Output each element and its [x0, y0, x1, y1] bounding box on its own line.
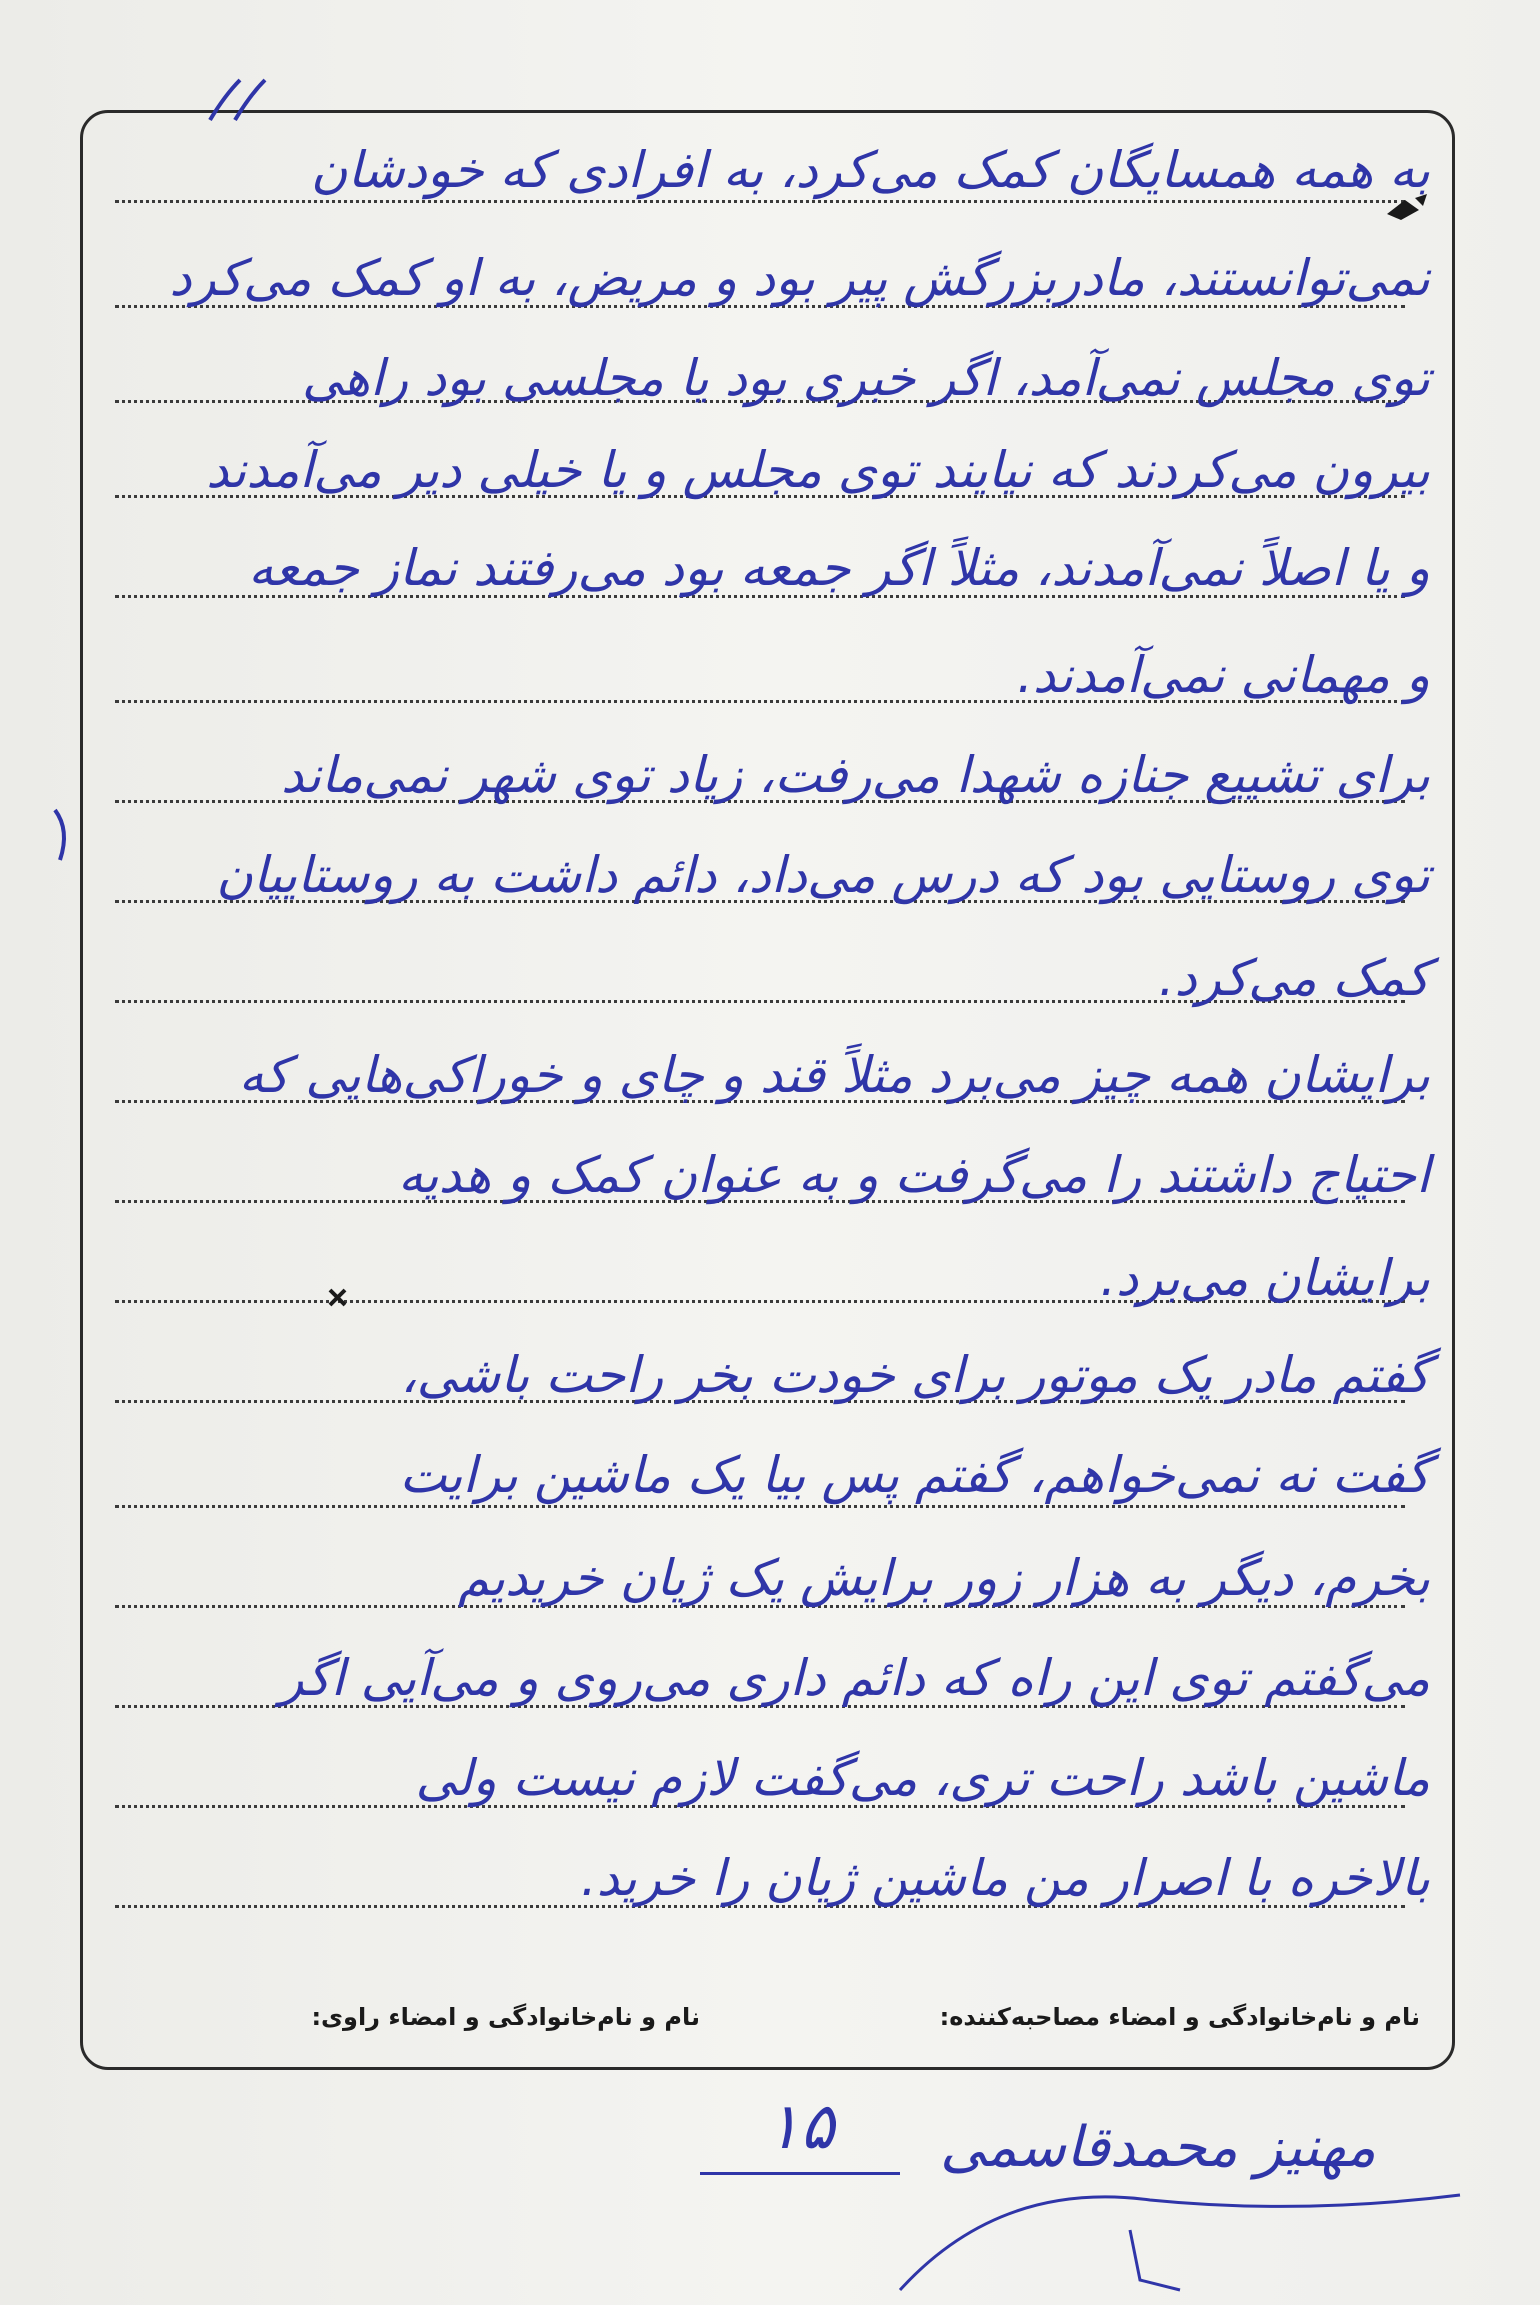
narrator-signature-label: نام و نام‌خانوادگی و امضاء راوی: — [311, 2003, 700, 2031]
handwritten-line: برایشان همه چیز می‌برد مثلاً قند و چای و خوراکی‌هایی که — [238, 1046, 1430, 1104]
handwritten-line: احتیاج داشتند را می‌گرفت و به عنوان کمک و هدیه — [397, 1146, 1430, 1204]
handwritten-line: می‌گفتم توی این راه که دائم داری می‌روی و می‌آیی اگر — [279, 1649, 1430, 1707]
handwritten-line: و مهمانی نمی‌آمدند. — [1017, 646, 1430, 704]
handwritten-line: گفت نه نمی‌خواهم، گفتم پس بیا یک ماشین برایت — [399, 1446, 1430, 1504]
handwritten-line: کمک می‌کرد. — [1158, 949, 1430, 1007]
interviewer-signature-label: نام و نام‌خانوادگی و امضاء مصاحبه‌کننده: — [939, 2003, 1420, 2031]
interviewer-signature: مهنیز محمدقاسمی — [940, 2115, 1377, 2180]
handwritten-line: برای تشییع جنازه شهدا می‌رفت، زیاد توی شهر نمی‌ماند — [280, 746, 1430, 804]
handwritten-line: برایشان می‌برد. — [1100, 1249, 1430, 1307]
handwritten-line: ماشین باشد راحت تری، می‌گفت لازم نیست ولی — [415, 1749, 1430, 1807]
handwritten-line: بیرون می‌کردند که نیایند توی مجلس و یا خیلی دیر می‌آمدند — [206, 441, 1430, 499]
handwritten-line: توی روستایی بود که درس می‌داد، دائم داشت به روستاییان — [216, 846, 1430, 904]
handwritten-line: بالاخره با اصرار من ماشین ژیان را خرید. — [580, 1849, 1430, 1907]
ruled-line — [115, 1505, 1405, 1508]
handwritten-line: گفتم مادر یک موتور برای خودت بخر راحت باشی، — [400, 1346, 1430, 1404]
handwritten-line: و یا اصلاً نمی‌آمدند، مثلاً اگر جمعه بود می‌رفتند نماز جمعه — [248, 539, 1430, 597]
handwritten-line: به همه همسایگان کمک می‌کرد، به افرادی که خودشان — [310, 141, 1430, 199]
page-number-underline — [700, 2172, 900, 2175]
page-number: ۱۵ — [765, 2090, 835, 2164]
ruled-line — [115, 200, 1405, 203]
handwritten-line: بخرم، دیگر به هزار زور برایش یک ژیان خریدیم — [457, 1549, 1430, 1607]
handwritten-line: نمی‌توانستند، مادربزرگش پیر بود و مریض، به او کمک می‌کرد — [169, 249, 1430, 307]
handwritten-line: توی مجلس نمی‌آمد، اگر خبری بود یا مجلسی بود راهی — [302, 349, 1430, 407]
